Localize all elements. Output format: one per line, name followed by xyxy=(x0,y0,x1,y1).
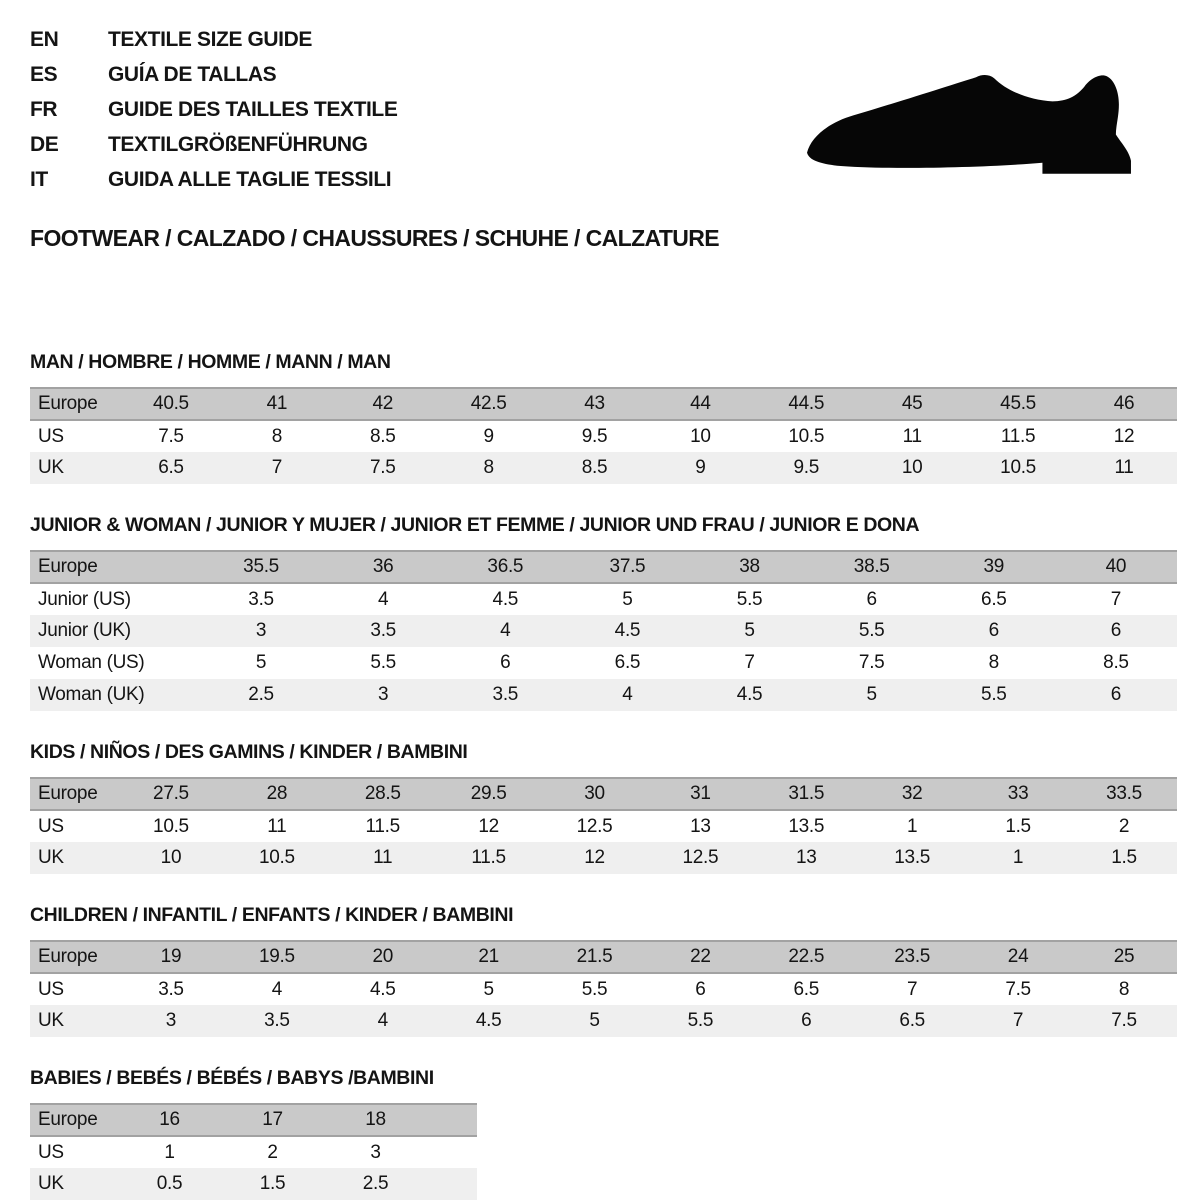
size-cell: 12 xyxy=(584,847,605,868)
size-table-section xyxy=(30,741,1177,874)
size-cell: 20 xyxy=(372,946,393,967)
size-cell: 31.5 xyxy=(788,783,825,804)
size-cell: 10.5 xyxy=(153,815,189,837)
size-cell: 6 xyxy=(500,652,511,673)
row-label: UK xyxy=(38,1010,64,1031)
size-cell: 7.5 xyxy=(369,457,396,478)
language-guide-title: GUIDA ALLE TAGLIE TESSILI xyxy=(108,168,392,191)
size-cell: 24 xyxy=(1007,946,1029,967)
size-cell: 38 xyxy=(739,556,760,577)
size-cell: 8.5 xyxy=(369,425,396,447)
size-cell: 46 xyxy=(1113,393,1135,414)
table-header-row xyxy=(30,551,1177,583)
size-cell: 38.5 xyxy=(853,556,890,577)
row-label: UK xyxy=(38,1173,64,1194)
size-cell: 4 xyxy=(378,588,389,610)
size-table xyxy=(30,387,1177,484)
language-guide-title: GUÍA DE TALLAS xyxy=(108,63,277,86)
size-cell: 10.5 xyxy=(1000,457,1036,478)
section-title: BABIES / BEBÉS / BÉBÉS / BABYS /BAMBINI xyxy=(30,1067,434,1089)
size-cell: 6 xyxy=(801,1010,812,1031)
size-cell: 11 xyxy=(1114,457,1134,478)
size-cell: 8.5 xyxy=(581,457,608,478)
size-cell: 3 xyxy=(165,1010,177,1031)
size-cell: 6.5 xyxy=(981,588,1007,610)
size-cell: 6.5 xyxy=(793,978,820,1000)
size-cell: 25 xyxy=(1113,946,1135,967)
row-label: US xyxy=(38,978,64,1000)
row-label: Europe xyxy=(38,393,98,414)
size-cell: 6.5 xyxy=(158,457,184,478)
table-header-row xyxy=(30,388,1177,420)
language-code: DE xyxy=(30,133,59,156)
size-cell: 8 xyxy=(483,457,494,478)
size-table-section xyxy=(30,514,1177,711)
row-label: Woman (UK) xyxy=(38,684,145,705)
size-cell: 2 xyxy=(267,1141,278,1163)
size-cell: 36 xyxy=(372,556,394,577)
size-cell: 8.5 xyxy=(1103,652,1129,673)
table-row xyxy=(30,973,1177,1005)
table-row xyxy=(30,1136,477,1168)
size-cell: 4.5 xyxy=(492,588,519,610)
size-table-section xyxy=(30,351,1177,484)
language-code: FR xyxy=(30,98,58,121)
size-cell: 7.5 xyxy=(158,425,184,447)
size-cell: 11 xyxy=(902,425,922,447)
size-tables xyxy=(30,351,1177,1200)
size-cell: 42 xyxy=(372,393,393,414)
size-cell: 4.5 xyxy=(475,1010,502,1031)
size-cell: 6 xyxy=(1110,620,1122,641)
size-cell: 30 xyxy=(584,783,605,804)
row-label: UK xyxy=(38,457,64,478)
size-cell: 10 xyxy=(690,425,711,447)
size-cell: 21.5 xyxy=(576,946,613,967)
size-cell: 44 xyxy=(690,393,711,414)
language-code: IT xyxy=(30,168,48,191)
size-table xyxy=(30,550,1177,711)
table-row xyxy=(30,420,1177,452)
size-cell: 40.5 xyxy=(153,393,189,414)
table-header-row xyxy=(30,778,1177,810)
size-cell: 4 xyxy=(377,1010,388,1031)
header xyxy=(30,28,1177,252)
size-cell: 5 xyxy=(622,588,633,610)
size-cell: 3.5 xyxy=(370,620,396,641)
size-cell: 29.5 xyxy=(470,783,507,804)
table-row xyxy=(30,647,1177,679)
size-cell: 10.5 xyxy=(788,425,825,447)
size-cell: 27.5 xyxy=(153,783,189,804)
size-cell: 5.5 xyxy=(370,652,396,673)
table-header-row xyxy=(30,941,1177,973)
row-label: US xyxy=(38,425,64,447)
size-table-section xyxy=(30,1067,1177,1200)
size-cell: 10 xyxy=(160,847,182,868)
table-row xyxy=(30,452,1177,484)
table-header-row xyxy=(30,1104,477,1136)
size-cell: 0.5 xyxy=(156,1173,183,1194)
size-table xyxy=(30,940,1177,1037)
size-cell: 31 xyxy=(690,783,711,804)
size-cell: 19 xyxy=(160,946,182,967)
size-cell: 5 xyxy=(589,1010,600,1031)
size-cell: 9.5 xyxy=(581,425,608,447)
table-row xyxy=(30,1005,1177,1037)
category-title: FOOTWEAR / CALZADO / CHAUSSURES / SCHUHE / CALZATURE xyxy=(30,225,720,251)
size-cell: 28 xyxy=(266,783,288,804)
size-cell: 5 xyxy=(744,620,755,641)
size-cell: 22.5 xyxy=(788,946,825,967)
size-cell: 45 xyxy=(901,393,923,414)
size-cell: 7.5 xyxy=(1111,1010,1137,1031)
size-cell: 3 xyxy=(378,684,389,705)
size-cell: 7 xyxy=(744,652,755,673)
size-cell: 8 xyxy=(1118,978,1130,1000)
size-cell: 3.5 xyxy=(158,978,184,1000)
row-label: Europe xyxy=(38,556,98,577)
size-cell: 7 xyxy=(1110,588,1122,610)
size-cell: 6 xyxy=(866,588,877,610)
size-cell: 6 xyxy=(1110,684,1122,705)
language-code: EN xyxy=(30,28,59,51)
size-cell: 4.5 xyxy=(736,684,763,705)
size-cell: 22 xyxy=(690,946,711,967)
size-cell: 6 xyxy=(988,620,999,641)
size-cell: 33.5 xyxy=(1106,783,1142,804)
size-cell: 44.5 xyxy=(788,393,825,414)
size-cell: 3.5 xyxy=(248,588,274,610)
size-cell: 7 xyxy=(1012,1010,1024,1031)
size-cell: 11 xyxy=(267,815,287,837)
size-cell: 17 xyxy=(262,1109,283,1130)
table-row xyxy=(30,615,1177,647)
size-cell: 11.5 xyxy=(1000,425,1036,447)
size-cell: 36.5 xyxy=(487,556,524,577)
size-cell: 4 xyxy=(500,620,511,641)
size-cell: 5 xyxy=(255,652,267,673)
size-cell: 39 xyxy=(983,556,1005,577)
table-row xyxy=(30,679,1177,711)
size-cell: 10 xyxy=(901,457,923,478)
size-cell: 9 xyxy=(695,457,706,478)
size-cell: 5.5 xyxy=(736,588,763,610)
empty-cell xyxy=(427,1104,477,1136)
size-cell: 6.5 xyxy=(614,652,641,673)
size-cell: 5.5 xyxy=(858,620,885,641)
size-cell: 8 xyxy=(988,652,999,673)
size-cell: 32 xyxy=(901,783,923,804)
size-cell: 1 xyxy=(1012,847,1024,868)
size-cell: 3 xyxy=(370,1141,381,1163)
size-cell: 3 xyxy=(255,620,267,641)
size-cell: 33 xyxy=(1007,783,1029,804)
table-row xyxy=(30,810,1177,842)
size-cell: 13 xyxy=(690,815,711,837)
row-label: UK xyxy=(38,847,64,868)
size-cell: 40 xyxy=(1105,556,1127,577)
size-cell: 13 xyxy=(796,847,817,868)
row-label: Europe xyxy=(38,783,98,804)
size-cell: 4 xyxy=(271,978,282,1000)
size-cell: 12 xyxy=(478,815,499,837)
size-cell: 12.5 xyxy=(576,815,613,837)
size-cell: 12.5 xyxy=(682,847,719,868)
row-label: Junior (US) xyxy=(38,588,131,610)
size-cell: 7.5 xyxy=(1005,978,1031,1000)
size-cell: 16 xyxy=(159,1109,180,1130)
section-title: KIDS / NIÑOS / DES GAMINS / KINDER / BAMBINI xyxy=(30,741,468,763)
size-cell: 45.5 xyxy=(1000,393,1036,414)
size-cell: 28.5 xyxy=(364,783,401,804)
row-label: US xyxy=(38,1141,64,1163)
size-cell: 3.5 xyxy=(264,1010,290,1031)
size-cell: 42.5 xyxy=(470,393,507,414)
language-guide-title: TEXTILGRÖßENFÜHRUNG xyxy=(108,133,368,156)
size-cell: 18 xyxy=(365,1109,386,1130)
size-cell: 41 xyxy=(266,393,288,414)
section-title: MAN / HOMBRE / HOMME / MANN / MAN xyxy=(30,351,391,373)
table-row xyxy=(30,1168,477,1200)
language-guide-title: GUIDE DES TAILLES TEXTILE xyxy=(108,98,398,121)
size-cell: 1.5 xyxy=(1111,847,1137,868)
size-cell: 7.5 xyxy=(858,652,885,673)
size-cell: 8 xyxy=(271,425,282,447)
size-cell: 1.5 xyxy=(259,1173,286,1194)
size-cell: 23.5 xyxy=(894,946,931,967)
size-cell: 7 xyxy=(907,978,918,1000)
row-label: US xyxy=(38,815,64,837)
size-cell: 1.5 xyxy=(1005,815,1031,837)
size-table-section xyxy=(30,904,1177,1037)
size-cell: 21 xyxy=(478,946,499,967)
size-cell: 7 xyxy=(271,457,282,478)
size-cell: 43 xyxy=(584,393,605,414)
size-cell: 13.5 xyxy=(894,847,931,868)
size-cell: 5.5 xyxy=(581,978,608,1000)
size-cell: 6.5 xyxy=(899,1010,925,1031)
language-code: ES xyxy=(30,63,58,86)
size-cell: 5.5 xyxy=(687,1010,714,1031)
size-cell: 35.5 xyxy=(243,556,279,577)
row-label: Woman (US) xyxy=(38,652,145,673)
row-label: Europe xyxy=(38,946,98,967)
size-cell: 13.5 xyxy=(788,815,825,837)
section-title: CHILDREN / INFANTIL / ENFANTS / KINDER / BAMBINI xyxy=(30,904,514,926)
size-cell: 2.5 xyxy=(362,1173,389,1194)
size-cell: 9.5 xyxy=(793,457,820,478)
language-row-en xyxy=(30,28,1177,63)
size-cell: 10.5 xyxy=(258,847,295,868)
size-cell: 11.5 xyxy=(471,847,506,868)
size-cell: 12 xyxy=(1113,425,1135,447)
size-cell: 4.5 xyxy=(369,978,396,1000)
size-cell: 9 xyxy=(483,425,494,447)
size-cell: 5 xyxy=(866,684,877,705)
row-label: Junior (UK) xyxy=(38,620,131,641)
shoe-icon xyxy=(803,70,1137,182)
size-cell: 4 xyxy=(622,684,633,705)
empty-cell xyxy=(427,1168,477,1200)
size-cell: 1 xyxy=(164,1141,175,1163)
row-label: Europe xyxy=(38,1109,98,1130)
table-row xyxy=(30,842,1177,874)
size-cell: 19.5 xyxy=(258,946,295,967)
size-cell: 5.5 xyxy=(981,684,1007,705)
size-cell: 3.5 xyxy=(492,684,519,705)
size-table xyxy=(30,1103,477,1200)
size-cell: 1 xyxy=(907,815,918,837)
size-cell: 11.5 xyxy=(365,815,400,837)
size-cell: 5 xyxy=(483,978,494,1000)
size-cell: 2 xyxy=(1118,815,1130,837)
empty-cell xyxy=(427,1136,477,1168)
size-table xyxy=(30,777,1177,874)
size-cell: 6 xyxy=(695,978,706,1000)
size-cell: 2.5 xyxy=(248,684,274,705)
size-cell: 4.5 xyxy=(614,620,641,641)
section-title: JUNIOR & WOMAN / JUNIOR Y MUJER / JUNIOR ET FEMME / JUNIOR UND FRAU / JUNIOR E DONA xyxy=(30,514,920,536)
size-cell: 37.5 xyxy=(609,556,646,577)
table-row xyxy=(30,583,1177,615)
language-guide-title: TEXTILE SIZE GUIDE xyxy=(108,28,312,51)
size-cell: 11 xyxy=(373,847,393,868)
